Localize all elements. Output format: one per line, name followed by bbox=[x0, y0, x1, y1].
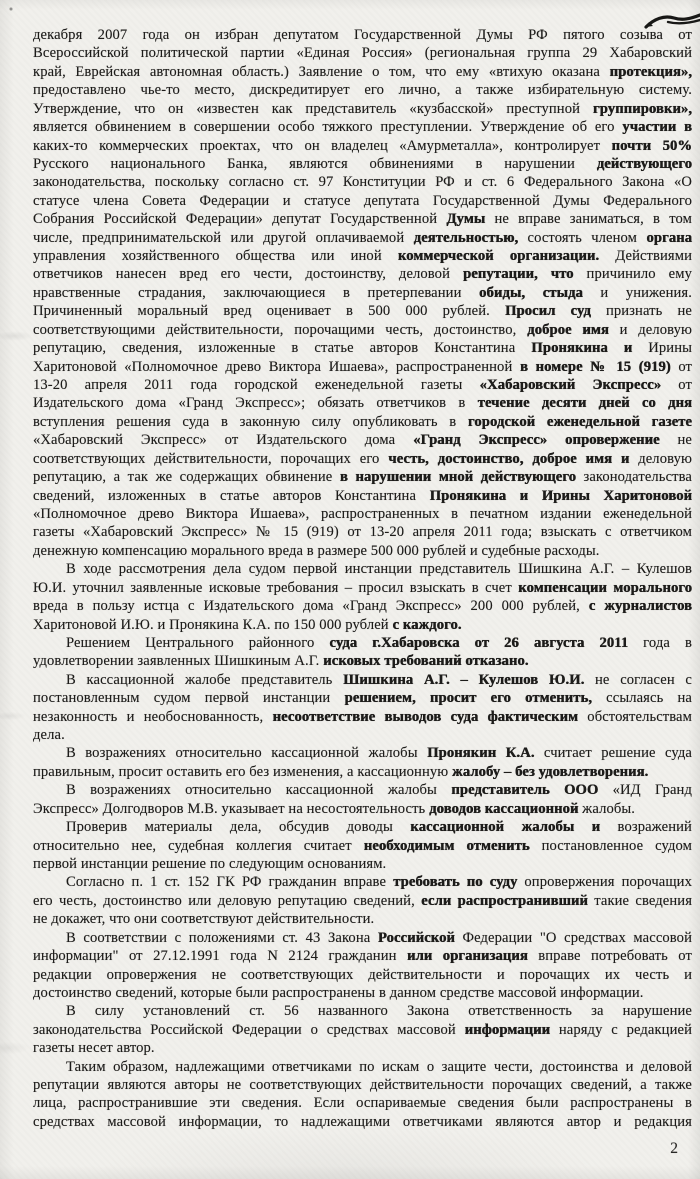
text-line: Харитоновой И.Ю. и Пронякина К.А. по 150 000 рублей с каждого. bbox=[33, 616, 462, 633]
text-line: декабря 2007 года он избран депутатом Государственной Думы РФ пятого созыва от bbox=[33, 27, 692, 43]
text-line: 13-20 апреля 2011 года городской еженедельной газеты «Хабаровский Экспресс» от bbox=[33, 377, 692, 394]
text-line: не докажет, что они соответствуют действительности. bbox=[33, 911, 375, 928]
text-line: Экспресс» Долгодворов М.В. указывает на несостоятельность доводов кассационной жалобы. bbox=[33, 800, 636, 817]
text-line: В кассационной жалобе представитель Шишкина А.Г. – Кулешов Ю.И. не согласен с bbox=[66, 671, 693, 688]
text-line: Харитоновой «Полномочное древо Виктора Ишаева», распространенной в номере № 15 (919) от bbox=[33, 358, 693, 375]
text-line: его честь, достоинство или деловую репутацию сведений, если распространивший такие сведения bbox=[33, 892, 693, 909]
text-line: Таким образом, надлежащими ответчиками по искам о защите чести, достоинства и деловой bbox=[66, 1058, 692, 1075]
text-line: Русского национального Банка, являются обвинениями в нарушении действующего bbox=[33, 155, 692, 172]
text-line: относительно нее, судебная коллегия считает необходимым отменить постановленное судом bbox=[33, 837, 692, 854]
text-line: правильным, просит оставить его без изменения, а кассационную жалобу – без удовлетворения. bbox=[33, 763, 649, 780]
text-line: В ходе рассмотрения дела судом первой инстанции представитель Шишкина А.Г. – Кулешов bbox=[66, 561, 692, 578]
text-line: Причиненный моральный вред оценивает в 500 000 рублей. Просил суд признать не bbox=[33, 303, 692, 320]
text-line: репутации являются авторы не соответствующих действительности порочащих сведений, а также bbox=[33, 1077, 692, 1094]
text-line: постановленным судом первой инстанции решением, просит его отменить, ссылаясь на bbox=[33, 690, 692, 707]
text-line: сведений, изложенных в статье авторов Константина Пронякина и Ирины Харитоновой bbox=[33, 487, 692, 504]
text-line: «Полномочное древо Виктора Ишаева», распространенных в печатном издании еженедельной bbox=[33, 505, 692, 522]
text-line: законодательства, поскольку согласно ст. 97 Конституции РФ и ст. 6 Федерального Закона «О bbox=[33, 174, 692, 191]
text-line: край, Еврейская автономная область.) Заявление о том, что ему «втихую оказана протекция», bbox=[33, 63, 692, 80]
text-line: «Хабаровский Экспресс» от Издательского дома «Гранд Экспресс» опровержение не bbox=[33, 432, 692, 449]
text-line: Согласно п. 1 ст. 152 ГК РФ гражданин вправе требовать по суду опровержения порочащих bbox=[66, 874, 692, 891]
text-line: денежную компенсацию морального вреда в размере 500 000 рублей и судебные расходы. bbox=[33, 542, 600, 559]
text-line: газеты «Хабаровский Экспресс» № 15 (919) от 13-20 апреля 2011 года; взыскать с ответчиком bbox=[33, 524, 692, 541]
text-line: газеты несет автор. bbox=[33, 1040, 155, 1057]
text-line: ответчиков нанесен вред его чести, достоинству, деловой репутации, что причинило ему bbox=[33, 266, 692, 283]
text-line: вступления решения суда в законную силу опубликовать в городской еженедельной газете bbox=[33, 413, 692, 430]
text-line: информации" от 27.12.1991 года N 2124 гражданин или организация вправе потребовать от bbox=[33, 948, 692, 965]
text-line: В силу установлений ст. 56 названного Закона ответственность за нарушение bbox=[66, 1003, 692, 1020]
text-line: незаконность и необоснованность, несоответствие выводов суда фактическим обстоятельствам bbox=[33, 708, 692, 725]
text-line: редакции опровержения не соответствующих действительности и порочащих их честь и bbox=[33, 966, 692, 983]
text-line: лица, распространившие эти сведения. Если оспариваемые сведения были распространены в bbox=[33, 1095, 692, 1112]
text-line: Всероссийской политической партии «Единая Россия» (региональная группа 29 Хабаровский bbox=[33, 45, 692, 62]
text-line: В возражениях относительно кассационной жалобы Пронякин К.А. считает решение суда bbox=[66, 745, 692, 762]
text-line: Собрания Российской Федерации» депутат Государственной Думы не вправе заниматься, в том bbox=[33, 211, 692, 228]
text-line: Ю.И. уточнил заявленные исковые требования – просил взыскать в счет компенсации морального bbox=[33, 579, 692, 596]
text-line: статусе члена Совета Федерации и статусе депутата Государственной Думы Федерального bbox=[33, 192, 692, 209]
text-line: является обвинением в совершении особо тяжкого преступлении. Утверждение об его участии в bbox=[33, 119, 692, 136]
text-line: предоставлено чье-то место, дискредитирует его лично, а также избирательную систему. bbox=[33, 82, 692, 99]
text-line: нравственные страдания, заключающиеся в претерпевании обиды, стыда и унижения. bbox=[33, 284, 692, 301]
page-number: 2 bbox=[670, 1140, 678, 1157]
text-line: В соответствии с положениями ст. 43 Закона Российской Федерации "О средствах массовой bbox=[66, 929, 692, 946]
text-line: числе, предпринимательской или другой оплачиваемой деятельностью, состоять членом органа bbox=[33, 229, 693, 246]
text-line: достоинство сведений, которые были распространены в данном средстве массовой информации. bbox=[33, 984, 644, 1001]
text-line: репутацию, а так же содержащих обвинение в нарушении мной действующего законодательства bbox=[33, 469, 692, 486]
text-line: В возражениях относительно кассационной жалобы представитель ООО «ИД Гранд bbox=[66, 782, 692, 799]
document-body bbox=[33, 26, 692, 1131]
text-line: соответствующими действительности, порочащими честь, достоинство, доброе имя и деловую bbox=[33, 321, 692, 338]
text-line: репутацию, сведения, изложенные в статье авторов Константина Пронякина и Ирины bbox=[33, 340, 693, 357]
text-line: законодательства Российской Федерации о средствах массовой информации наряду с редакцией bbox=[33, 1021, 692, 1038]
text-line: каких-то коммерческих проектах, что он владелец «Амурметалла», контролирует почти 50% bbox=[33, 137, 693, 154]
text-line: первой инстанции решение по следующим основаниям. bbox=[33, 855, 387, 872]
text-line: Решением Центрального районного суда г.Хабаровска от 26 августа 2011 года в bbox=[66, 634, 692, 651]
text-line: Утверждение, что он «известен как представитель «кузбасской» преступной группировки», bbox=[33, 100, 692, 117]
text-line: средствах массовой информации, то надлежащими ответчиками являются автор и редакция bbox=[33, 1113, 692, 1130]
text-line: управления хозяйственного общества или иной коммерческой организации. Действиями bbox=[33, 248, 692, 265]
text-line: Проверив материалы дела, обсудив доводы кассационной жалобы и возражений bbox=[66, 819, 692, 836]
text-line: вреда в пользу истца с Издательского дома «Гранд Экспресс» 200 000 рублей, с журналистов bbox=[33, 598, 692, 615]
text-line: соответствующих действительности, порочащих его честь, достоинство, доброе имя и деловую bbox=[33, 450, 692, 467]
text-line: дела. bbox=[33, 727, 65, 744]
text-line: Издательского дома «Гранд Экспресс»; обязать ответчиков в течение десяти дней со дня bbox=[33, 395, 692, 412]
text-line: удовлетворении заявленных Шишкиным А.Г. исковых требований отказано. bbox=[33, 653, 529, 670]
